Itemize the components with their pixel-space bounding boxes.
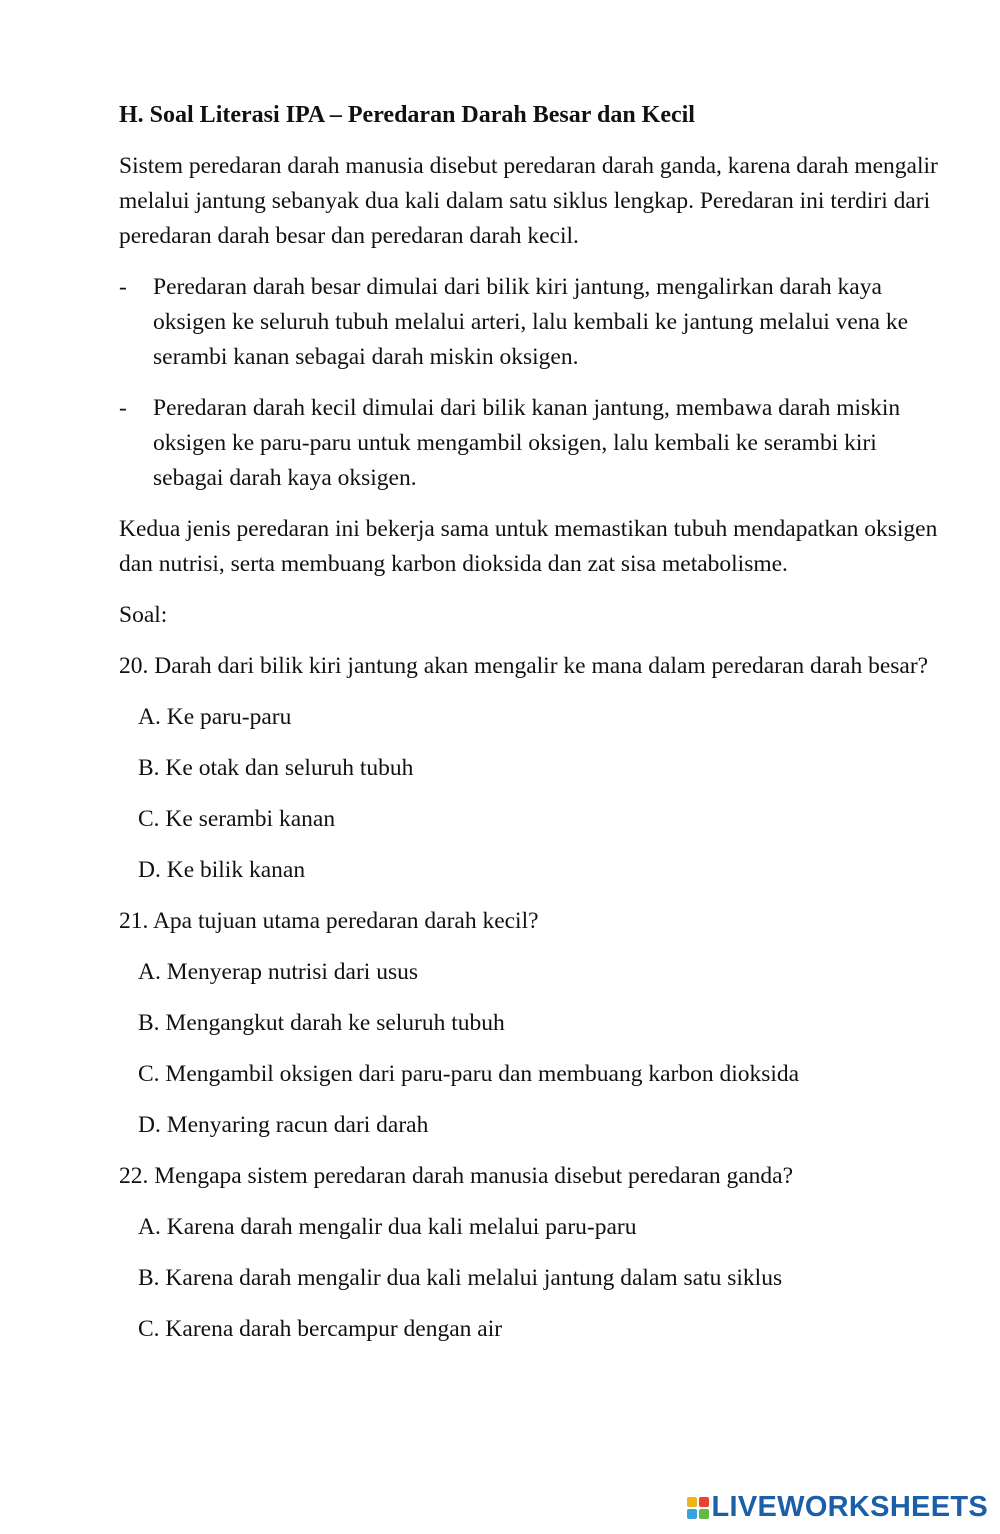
answer-option[interactable]: B. Mengangkut darah ke seluruh tubuh [138, 1010, 505, 1036]
answer-option[interactable]: B. Ke otak dan seluruh tubuh [138, 755, 414, 781]
bullet-dash: - [119, 274, 127, 300]
conclusion-paragraph: Kedua jenis peredaran ini bekerja sama untuk memastikan tubuh mendapatkan oksigen dan nutrisi, serta membuang karbon dioksida dan zat sisa metabolisme. [119, 516, 938, 577]
answer-option[interactable]: D. Ke bilik kanan [138, 857, 306, 883]
answer-option[interactable]: A. Ke paru-paru [138, 704, 292, 730]
logo-square [699, 1509, 709, 1519]
question-22: 22. Mengapa sistem peredaran darah manusia disebut peredaran ganda? [119, 1163, 794, 1189]
section-title: H. Soal Literasi IPA – Peredaran Darah Besar dan Kecil [119, 102, 695, 128]
answer-option[interactable]: A. Karena darah mengalir dua kali melalui paru-paru [138, 1214, 637, 1240]
logo-mark-icon [687, 1497, 709, 1519]
answer-option[interactable]: C. Ke serambi kanan [138, 806, 336, 832]
answer-option[interactable]: B. Karena darah mengalir dua kali melalui jantung dalam satu siklus [138, 1265, 783, 1291]
soal-label: Soal: [119, 602, 168, 628]
intro-paragraph: Sistem peredaran darah manusia disebut peredaran darah ganda, karena darah mengalir melalui jantung sebanyak dua kali dalam satu siklus lengkap. Peredaran ini terdiri dari peredaran darah besar dan peredaran darah kecil. [119, 153, 938, 249]
question-20: 20. Darah dari bilik kiri jantung akan mengalir ke mana dalam peredaran darah besar? [119, 653, 929, 679]
question-21: 21. Apa tujuan utama peredaran darah kecil? [119, 908, 539, 934]
answer-option[interactable]: A. Menyerap nutrisi dari usus [138, 959, 418, 985]
logo-square [687, 1509, 697, 1519]
worksheet-page [119, 98, 939, 1363]
bullet-text: Peredaran darah kecil dimulai dari bilik kanan jantung, membawa darah miskin oksigen ke paru-paru untuk mengambil oksigen, lalu kembali ke serambi kiri sebagai darah kaya oksigen. [153, 395, 901, 491]
bullet-item [119, 391, 939, 496]
bullet-dash: - [119, 395, 127, 421]
logo-square [699, 1497, 709, 1507]
liveworksheets-logo [687, 1491, 989, 1524]
bullet-item [119, 270, 939, 375]
logo-square [687, 1497, 697, 1507]
logo-text: LIVEWORKSHEETS [711, 1491, 988, 1523]
answer-option[interactable]: C. Mengambil oksigen dari paru-paru dan membuang karbon dioksida [138, 1061, 800, 1087]
answer-option[interactable]: C. Karena darah bercampur dengan air [138, 1316, 503, 1342]
answer-option[interactable]: D. Menyaring racun dari darah [138, 1112, 429, 1138]
bullet-text: Peredaran darah besar dimulai dari bilik kiri jantung, mengalirkan darah kaya oksigen ke seluruh tubuh melalui arteri, lalu kembali ke jantung melalui vena ke serambi kanan sebagai darah miskin oksigen. [153, 274, 909, 370]
